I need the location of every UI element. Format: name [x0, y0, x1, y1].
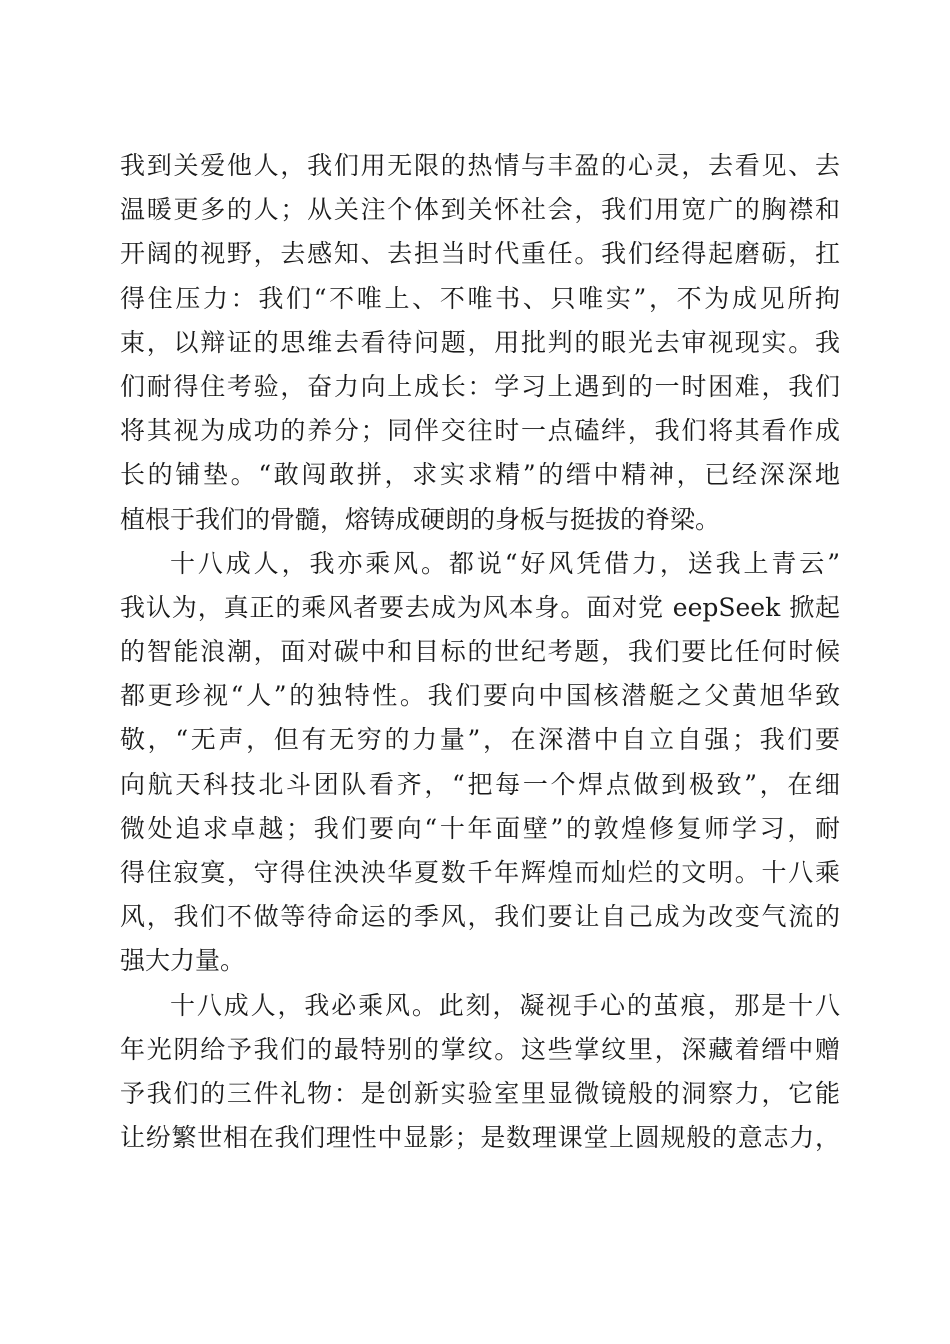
text-line: 我到关爱他人，我们用无限的热情与丰盈的心灵，去看见、去 — [120, 151, 840, 180]
text-line: 十八成人，我必乘风。此刻，凝视手心的茧痕，那是十八 — [170, 990, 840, 1020]
text-line: 年光阴给予我们的最特别的掌纹。这些掌纹里，深藏着缙中赠 — [120, 1034, 840, 1064]
text-line: 敬，“无声，但有无穷的力量”，在深潜中自立自强；我们要 — [120, 725, 840, 755]
text-line: 得住寂寞，守得住泱泱华夏数千年辉煌而灿烂的文明。十八乘 — [120, 858, 840, 887]
paragraph-2 — [120, 542, 840, 984]
text-line: 强大力量。 — [120, 946, 246, 976]
text-line: 予我们的三件礼物：是创新实验室里显微镜般的洞察力，它能 — [120, 1078, 840, 1108]
text-line: 都更珍视“人”的独特性。我们要向中国核潜艇之父黄旭华致 — [120, 681, 840, 711]
text-line: 植根于我们的骨髓，熔铸成硬朗的身板与挺拔的脊梁。 — [120, 504, 721, 534]
text-line: 温暖更多的人；从关注个体到关怀社会，我们用宽广的胸襟和 — [120, 195, 840, 225]
text-line: 让纷繁世相在我们理性中显影；是数理课堂上圆规般的意志力， — [120, 1123, 840, 1153]
text-line: 将其视为成功的养分；同伴交往时一点磕绊，我们将其看作成 — [120, 416, 840, 446]
text-line: 得住压力：我们“不唯上、不唯书、只唯实”，不为成见所拘 — [120, 283, 840, 313]
text-line: 风，我们不做等待命运的季风，我们要让自己成为改变气流的 — [120, 902, 840, 932]
text-line: 的智能浪潮，面对碳中和目标的世纪考题，我们要比任何时候 — [120, 637, 840, 667]
text-line: 开阔的视野，去感知、去担当时代重任。我们经得起磨砺，扛 — [120, 239, 840, 269]
text-line: 十八成人，我亦乘风。都说“好风凭借力，送我上青云” — [170, 548, 840, 578]
text-line: 们耐得住考验，奋力向上成长：学习上遇到的一时困难，我们 — [120, 371, 840, 401]
text-line: 束，以辩证的思维去看待问题，用批判的眼光去审视现实。我 — [120, 327, 840, 357]
paragraph-3 — [120, 984, 840, 1161]
text-line: 我认为，真正的乘风者要去成为风本身。面对党 eepSeek 掀起 — [120, 592, 840, 622]
text-line: 微处追求卓越；我们要向“十年面壁”的敦煌修复师学习，耐 — [120, 813, 840, 843]
text-line: 向航天科技北斗团队看齐，“把每一个焊点做到极致”，在细 — [120, 769, 840, 799]
paragraph-1 — [120, 144, 840, 542]
text-line: 长的铺垫。“敢闯敢拼，求实求精”的缙中精神，已经深深地 — [120, 460, 840, 490]
document-body — [120, 144, 840, 1160]
